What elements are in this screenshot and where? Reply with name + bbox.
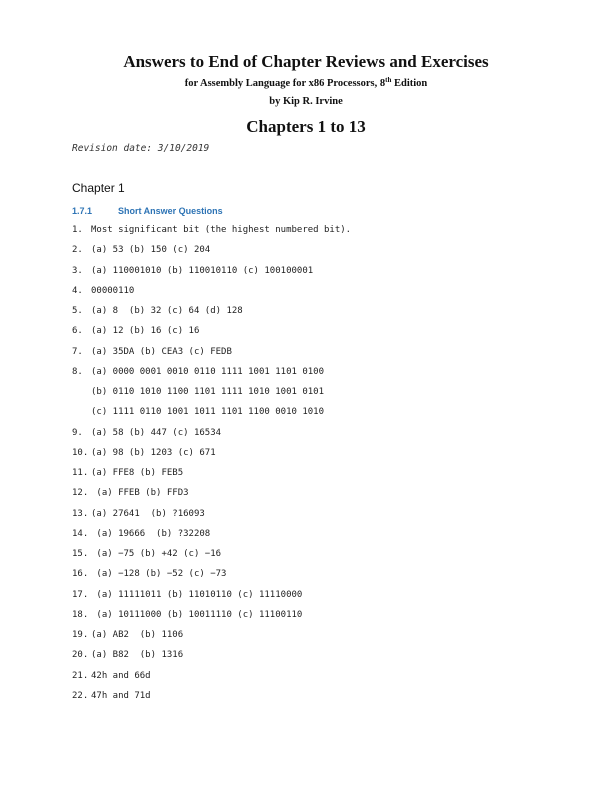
answer-text: (a) 12 (b) 16 (c) 16	[91, 326, 200, 337]
answer-text: 47h and 71d	[91, 690, 151, 701]
answer-item	[72, 345, 351, 365]
answer-item	[72, 405, 351, 425]
subtitle-prefix: for Assembly Language for x86 Processors, 8	[184, 78, 386, 89]
revision-date: Revision date: 3/10/2019	[72, 143, 210, 154]
answer-number: 11.	[72, 468, 89, 478]
answer-text: (a) 58 (b) 447 (c) 16534	[91, 427, 222, 438]
answer-number: 9.	[72, 427, 83, 438]
answer-item	[72, 567, 351, 587]
document-author: by Kip R. Irvine	[269, 96, 343, 107]
answer-item	[72, 628, 351, 648]
answer-number: 19.	[72, 630, 89, 640]
answer-text: 00000110	[91, 285, 135, 296]
answer-item	[72, 304, 351, 324]
answer-text: (c) 1111 0110 1001 1011 1101 1100 0010 1010	[91, 407, 324, 418]
answer-number: 6.	[72, 326, 83, 337]
answer-item	[72, 223, 351, 243]
subtitle-superscript: th	[385, 76, 392, 84]
answer-list	[72, 223, 351, 709]
chapter-heading: Chapter 1	[72, 181, 125, 195]
answer-text: (a) −75 (b) +42 (c) −16	[91, 549, 222, 559]
document-subtitle	[0, 78, 612, 89]
answer-text: (a) 8 (b) 32 (c) 64 (d) 128	[91, 306, 243, 316]
answer-text: Most significant bit (the highest numbered bit).	[91, 225, 352, 235]
answer-number: 10.	[72, 447, 89, 458]
answer-number: 7.	[72, 346, 83, 357]
answer-item	[72, 264, 351, 284]
answer-number: 8.	[72, 366, 83, 377]
answer-item	[72, 608, 351, 628]
answer-text: (a) −128 (b) −52 (c) −73	[91, 569, 227, 580]
answer-number: 5.	[72, 306, 83, 316]
answer-number: 12.	[72, 488, 89, 499]
answer-text: (a) 10111000 (b) 10011110 (c) 11100110	[91, 609, 303, 620]
answer-item	[72, 365, 351, 385]
answer-item	[72, 466, 351, 486]
document-title: Answers to End of Chapter Reviews and Exercises	[123, 52, 489, 71]
chapters-range-title: Chapters 1 to 13	[246, 117, 366, 136]
answer-item	[72, 507, 351, 527]
answer-number: 22.	[72, 690, 89, 701]
answer-number: 13.	[72, 508, 89, 519]
answer-text: (a) 98 (b) 1203 (c) 671	[91, 447, 216, 458]
answer-number: 21.	[72, 670, 89, 681]
answer-text: (a) 11111011 (b) 11010110 (c) 11110000	[91, 589, 303, 600]
answer-text: (a) B82 (b) 1316	[91, 650, 184, 661]
answer-item	[72, 648, 351, 668]
answer-number: 2.	[72, 245, 83, 256]
section-number: 1.7.1	[72, 206, 93, 216]
answer-item	[72, 689, 351, 709]
answer-text: (a) FFEB (b) FFD3	[91, 488, 189, 499]
answer-text: (a) 0000 0001 0010 0110 1111 1001 1101 0100	[91, 366, 324, 377]
answer-text: (a) 35DA (b) CEA3 (c) FEDB	[91, 346, 232, 357]
answer-text: (a) AB2 (b) 1106	[91, 630, 184, 640]
answer-text: (a) FFE8 (b) FEB5	[91, 468, 184, 478]
subtitle-suffix: Edition	[391, 78, 428, 89]
answer-number: 15.	[72, 549, 89, 559]
answer-number: 20.	[72, 650, 89, 661]
section-heading	[72, 206, 223, 216]
answer-number: 4.	[72, 285, 83, 296]
answer-number: 16.	[72, 569, 89, 580]
answer-number: 17.	[72, 589, 89, 600]
answer-text: (a) 110001010 (b) 110010110 (c) 100100001	[91, 265, 314, 276]
section-title: Short Answer Questions	[118, 206, 223, 216]
answer-text: (b) 0110 1010 1100 1101 1111 1010 1001 0101	[91, 387, 324, 397]
answer-text: (a) 27641 (b) ?16093	[91, 508, 205, 519]
answer-item	[72, 446, 351, 466]
answer-item	[72, 588, 351, 608]
answer-item	[72, 243, 351, 263]
answer-text: 42h and 66d	[91, 670, 151, 681]
answer-item	[72, 527, 351, 547]
answer-number: 18.	[72, 609, 89, 620]
answer-item	[72, 426, 351, 446]
answer-number: 14.	[72, 528, 89, 539]
answer-item	[72, 669, 351, 689]
answer-number: 3.	[72, 265, 83, 276]
answer-item	[72, 324, 351, 344]
answer-text: (a) 53 (b) 150 (c) 204	[91, 245, 211, 256]
answer-item	[72, 486, 351, 506]
answer-text: (a) 19666 (b) ?32208	[91, 528, 211, 539]
answer-number: 1.	[72, 225, 83, 235]
answer-item	[72, 547, 351, 567]
answer-item	[72, 385, 351, 405]
answer-item	[72, 284, 351, 304]
